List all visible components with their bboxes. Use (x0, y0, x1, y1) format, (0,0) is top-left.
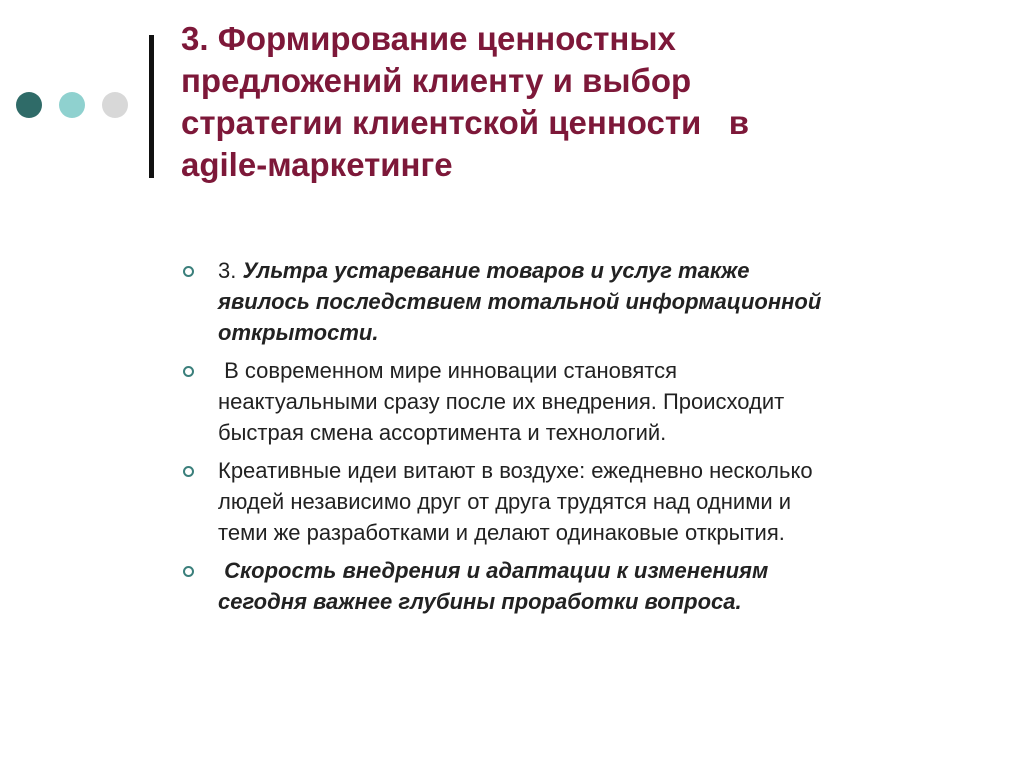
title-line: agile-маркетинге (181, 146, 453, 183)
bullet-text-line: Ультра устаревание товаров и услуг также (242, 258, 750, 283)
bullet-text-line: людей независимо друг от друга трудятся над одними и (218, 489, 792, 514)
bullet-text-line: сегодня важнее глубины проработки вопроса. (218, 589, 742, 614)
bullet-text-line: быстрая смена ассортимента и технологий. (218, 420, 667, 445)
bullet-circle-icon (183, 566, 194, 577)
dot-gray (102, 92, 128, 118)
dot-light-teal (59, 92, 85, 118)
bullet-text-line: теми же разработками и делают одинаковые открытия. (218, 520, 785, 545)
bullet-text-line: Скорость внедрения и адаптации к изменениям (218, 558, 769, 583)
title-line: 3. Формирование ценностных (181, 20, 676, 57)
bullet-item (181, 255, 971, 348)
bullet-text-line: явилось последствием тотальной информационной (218, 289, 822, 314)
title-line: стратегии клиентской ценности в (181, 104, 750, 141)
bullet-item (181, 455, 971, 548)
bullet-circle-icon (183, 466, 194, 477)
bullet-number-text: 3. (218, 258, 243, 283)
bullet-text-line: неактуальными сразу после их внедрения. Происходит (218, 389, 785, 414)
vertical-divider (149, 35, 154, 178)
bullet-circle-icon (183, 366, 194, 377)
slide-title (181, 18, 1001, 186)
bullet-list (181, 255, 971, 624)
title-line: предложений клиенту и выбор (181, 62, 692, 99)
bullet-item (181, 555, 971, 617)
dot-dark-teal (16, 92, 42, 118)
bullet-text-line: открытости. (218, 320, 379, 345)
bullet-circle-icon (183, 266, 194, 277)
bullet-item (181, 355, 971, 448)
bullet-text-line: В современном мире инновации становятся (218, 358, 678, 383)
bullet-text-line: Креативные идеи витают в воздухе: ежедневно несколько (218, 458, 813, 483)
decorative-dots (16, 92, 128, 118)
